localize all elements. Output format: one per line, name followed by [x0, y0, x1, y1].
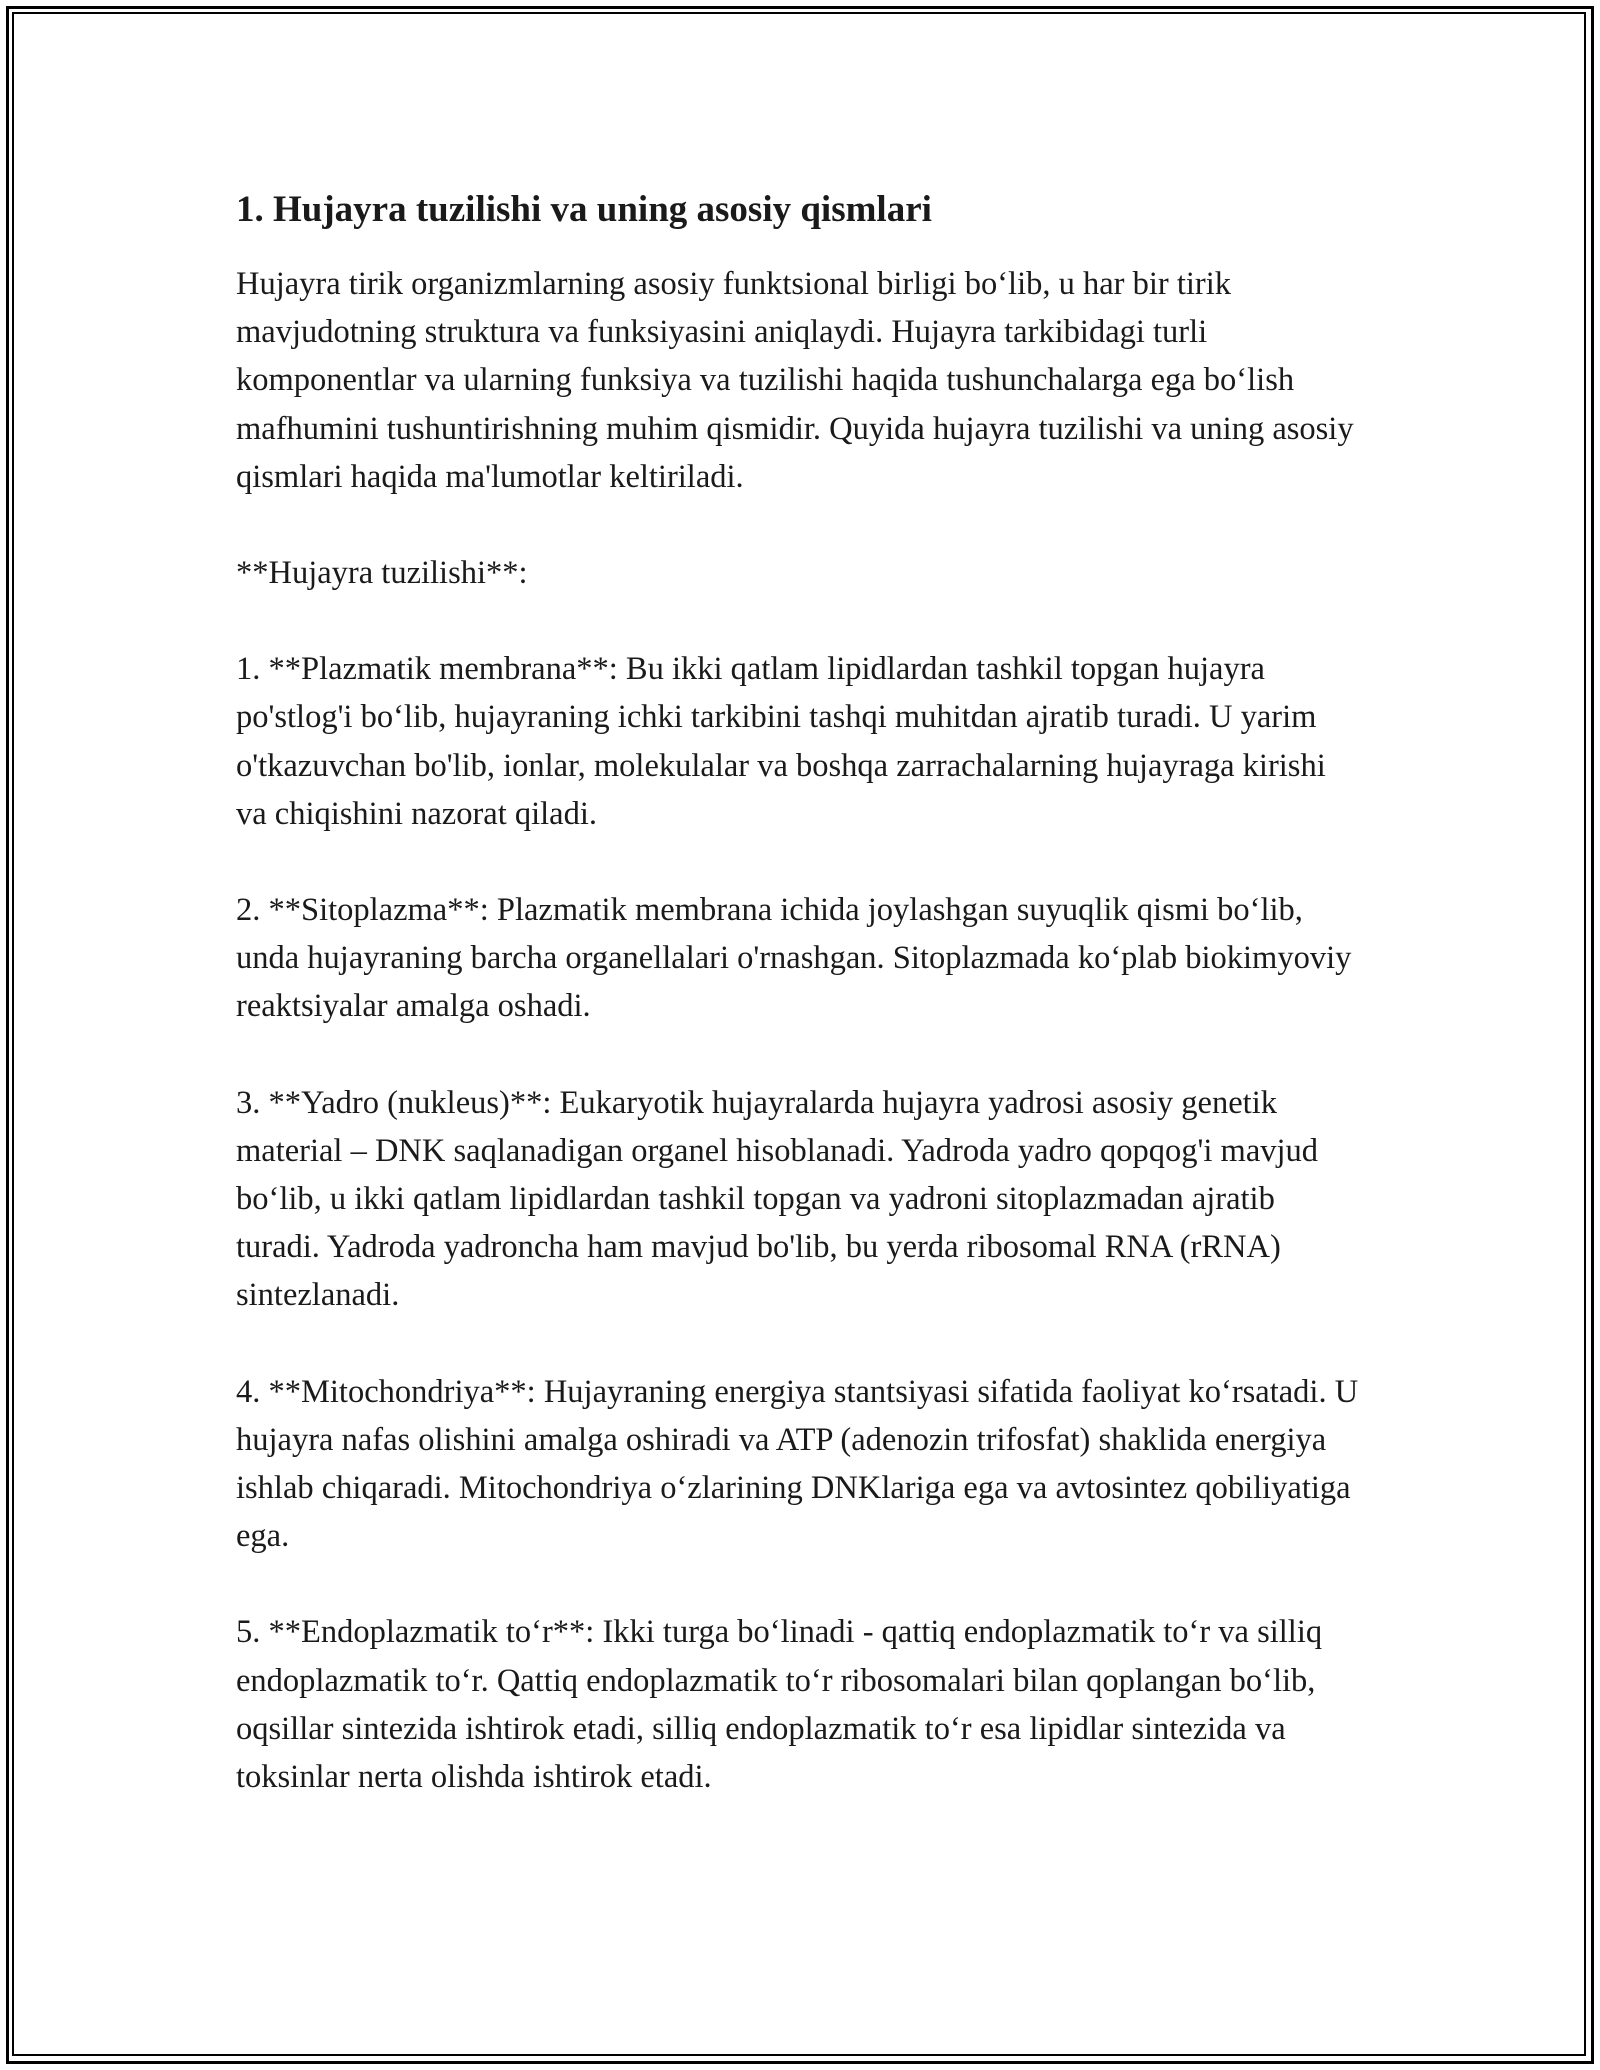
item-sitoplazma: 2. **Sitoplazma**: Plazmatik membrana ichida joylashgan suyuqlik qismi bo‘lib, unda hujayraning barcha organellalari o'rnashgan. Sitoplazmada ko‘plab biokimyoviy reaktsiyalar amalga oshadi. [236, 892, 1352, 1025]
item-yadro: 3. **Yadro (nukleus)**: Eukaryotik hujayralarda hujayra yadrosi asosiy genetik material – DNK saqlanadigan organel hisoblanadi. Yadroda yadro qopqog'i mavjud bo‘lib, u ikki qatlam lipidlardan tashkil topgan va yadroni sitoplazmadan ajratib turadi. Yadroda yadroncha ham mavjud bo'lib, bu yerda ribosomal RNA (rRNA) sintezlanadi. [236, 1084, 1319, 1314]
document-body [236, 186, 1364, 1849]
section-heading: 1. Hujayra tuzilishi va uning asosiy qismlari [236, 189, 932, 230]
subheading-paragraph: **Hujayra tuzilishi**: [236, 555, 528, 592]
item-endoplazmatik-tor: 5. **Endoplazmatik to‘r**: Ikki turga bo‘linadi - qattiq endoplazmatik to‘r va silliq endoplazmatik to‘r. Qattiq endoplazmatik to‘r ribosomalari bilan qoplangan bo‘lib, oqsillar sintezida ishtirok etadi, silliq endoplazmatik to‘r esa lipidlar sintezida va toksinlar nerta olishda ishtirok etadi. [236, 1614, 1323, 1796]
intro-paragraph: Hujayra tirik organizmlarning asosiy funktsional birligi bo‘lib, u har bir tirik mavjudotning struktura va funksiyasini aniqlaydi. Hujayra tarkibidagi turli komponentlar va ularning funksiya va tuzilishi haqida tushunchalarga ega bo‘lish mafhumini tushuntirishning muhim qismidir. Quyida hujayra tuzilishi va uning asosiy qismlari haqida ma'lumotlar keltiriladi. [236, 266, 1354, 495]
item-plazmatik-membrana: 1. **Plazmatik membrana**: Bu ikki qatlam lipidlardan tashkil topgan hujayra po'stlog'i bo‘lib, hujayraning ichki tarkibini tashqi muhitdan ajratib turadi. U yarim o'tkazuvchan bo'lib, ionlar, molekulalar va boshqa zarrachalarning hujayraga kirishi va chiqishini nazorat qiladi. [236, 651, 1326, 832]
item-mitochondriya: 4. **Mitochondriya**: Hujayraning energiya stantsiyasi sifatida faoliyat ko‘rsatadi. U hujayra nafas olishini amalga oshiradi va ATP (adenozin trifosfat) shaklida energiya ishlab chiqaradi. Mitochondriya o‘zlarining DNKlariga ega va avtosintez qobiliyatiga ega. [236, 1373, 1359, 1555]
